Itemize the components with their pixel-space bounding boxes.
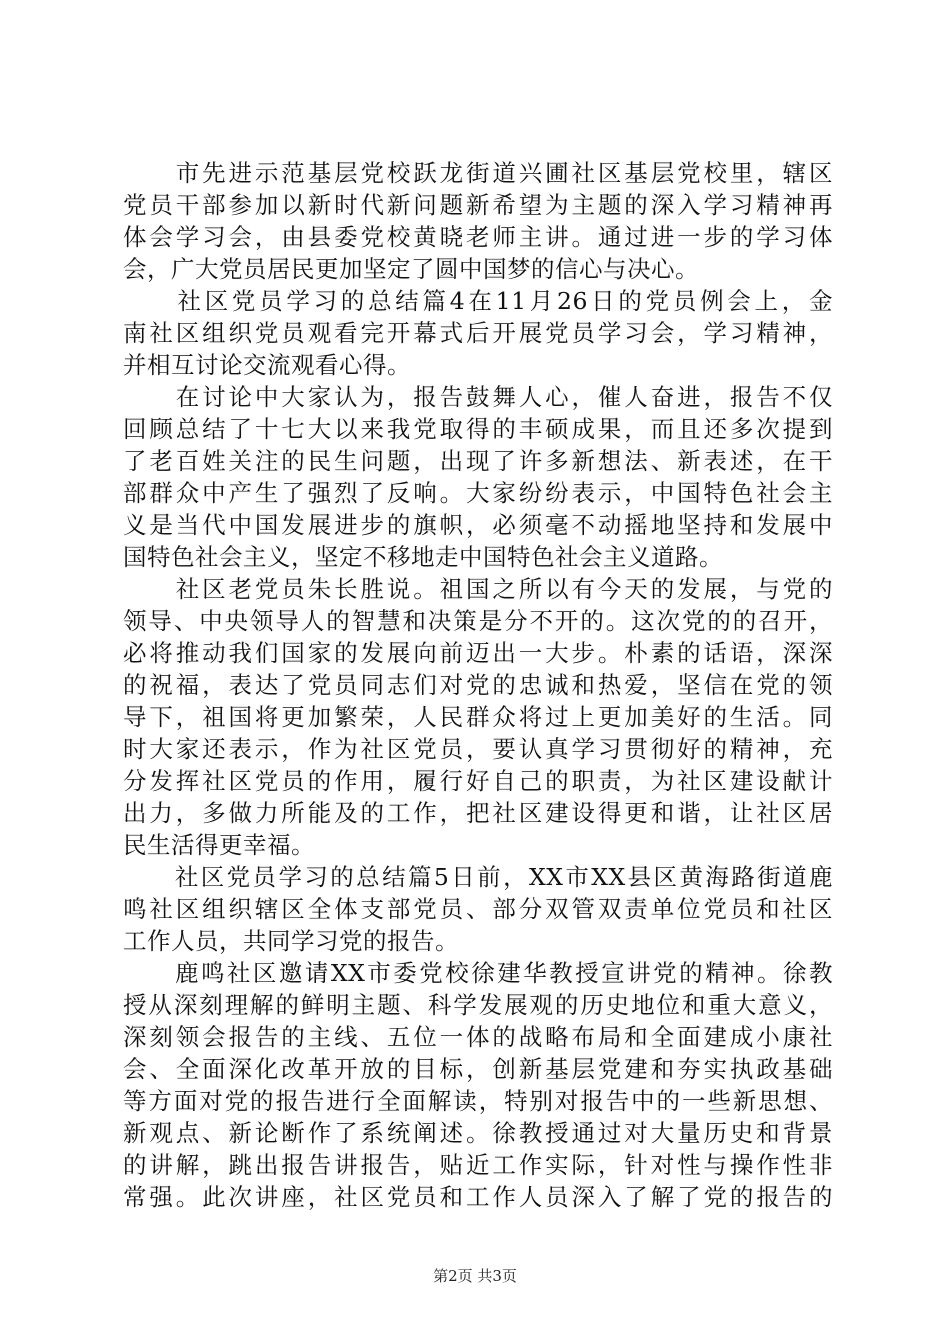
text-line: 南社区组织党员观看完开幕式后开展党员学习会，学习精神， xyxy=(123,319,833,347)
text-line: 了老百姓关注的民生问题，出现了许多新想法、新表述，在干 xyxy=(123,447,833,475)
document-body xyxy=(123,157,833,1213)
text-line: 国特色社会主义，坚定不移地走中国特色社会主义道路。 xyxy=(123,543,723,571)
text-line: 新观点、新论断作了系统阐述。徐教授通过对大量历史和背景 xyxy=(123,1119,833,1147)
text-line: 必将推动我们国家的发展向前迈出一大步。朴素的话语，深深 xyxy=(123,639,833,667)
text-line: 回顾总结了十七大以来我党取得的丰硕成果，而且还多次提到 xyxy=(123,415,833,443)
page-footer: 第2页 共3页 xyxy=(433,1267,517,1285)
text-line: 深刻领会报告的主线、五位一体的战略布局和全面建成小康社 xyxy=(123,1023,833,1051)
text-line: 的讲解，跳出报告讲报告，贴近工作实际，针对性与操作性非 xyxy=(123,1151,833,1179)
text-line: 民生活得更幸福。 xyxy=(123,831,315,859)
text-line: 会，广大党员居民更加坚定了圆中国梦的信心与决心。 xyxy=(123,255,699,283)
text-line: 义是当代中国发展进步的旗帜，必须毫不动摇地坚持和发展中 xyxy=(123,511,833,539)
text-line: 并相互讨论交流观看心得。 xyxy=(123,351,411,379)
text-line: 市先进示范基层党校跃龙街道兴圃社区基层党校里，辖区 xyxy=(123,159,833,187)
text-line: 社区老党员朱长胜说。祖国之所以有今天的发展，与党的 xyxy=(123,575,833,603)
text-line: 鹿鸣社区邀请XX市委党校徐建华教授宣讲党的精神。徐教 xyxy=(123,959,833,987)
text-line: 鸣社区组织辖区全体支部党员、部分双管双责单位党员和社区 xyxy=(123,895,833,923)
text-line: 会、全面深化改革开放的目标，创新基层党建和夯实执政基础 xyxy=(123,1055,833,1083)
text-line: 分发挥社区党员的作用，履行好自己的职责，为社区建设献计 xyxy=(123,767,833,795)
text-line: 出力，多做力所能及的工作，把社区建设得更和谐，让社区居 xyxy=(123,799,833,827)
text-line: 领导、中央领导人的智慧和决策是分不开的。这次党的的召开， xyxy=(123,607,833,635)
text-line: 在讨论中大家认为，报告鼓舞人心，催人奋进，报告不仅 xyxy=(123,383,833,411)
text-line: 部群众中产生了强烈了反响。大家纷纷表示，中国特色社会主 xyxy=(123,479,833,507)
text-line: 时大家还表示，作为社区党员，要认真学习贯彻好的精神，充 xyxy=(123,735,833,763)
text-line: 等方面对党的报告进行全面解读，特别对报告中的一些新思想、 xyxy=(123,1087,833,1115)
text-line: 社区党员学习的总结篇5日前，XX市XX县区黄海路街道鹿 xyxy=(123,863,833,891)
text-line: 的祝福，表达了党员同志们对党的忠诚和热爱，坚信在党的领 xyxy=(123,671,833,699)
text-line: 导下，祖国将更加繁荣，人民群众将过上更加美好的生活。同 xyxy=(123,703,833,731)
text-line: 常强。此次讲座，社区党员和工作人员深入了解了党的报告的 xyxy=(123,1183,833,1211)
text-line: 党员干部参加以新时代新问题新希望为主题的深入学习精神再 xyxy=(123,191,833,219)
text-line: 体会学习会，由县委党校黄晓老师主讲。通过进一步的学习体 xyxy=(123,223,833,251)
text-line: 授从深刻理解的鲜明主题、科学发展观的历史地位和重大意义， xyxy=(123,991,833,1019)
text-line: 社区党员学习的总结篇4在11月26日的党员例会上，金 xyxy=(123,287,833,315)
text-line: 工作人员，共同学习党的报告。 xyxy=(123,927,459,955)
